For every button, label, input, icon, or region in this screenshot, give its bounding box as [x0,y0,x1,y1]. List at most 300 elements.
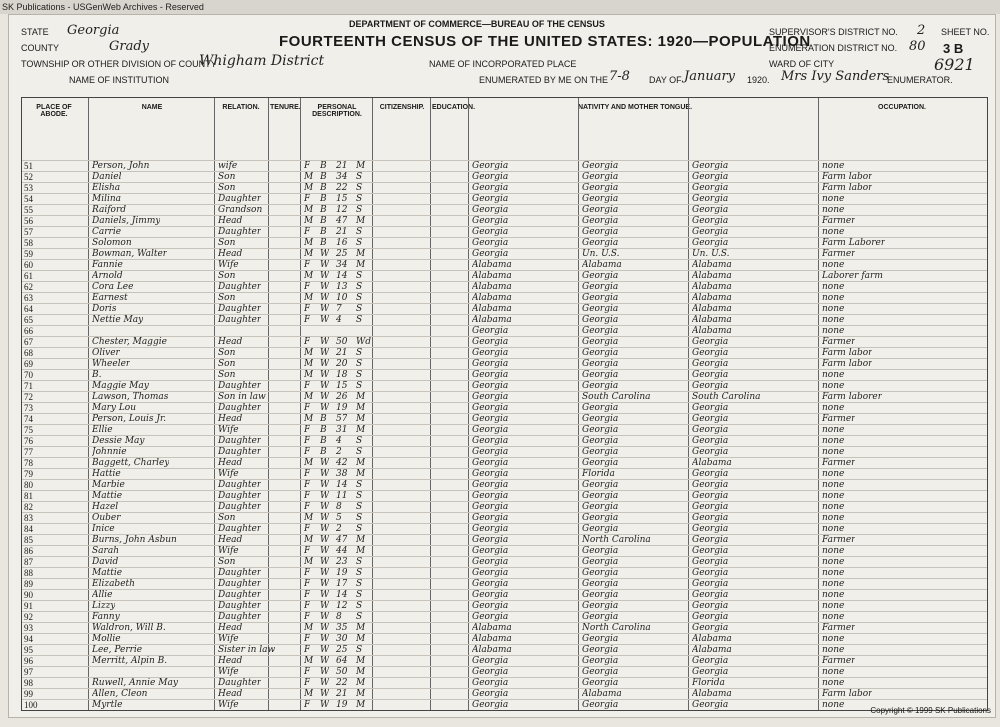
occupation: none [822,590,845,600]
col-relation: RELATION. [222,104,260,111]
relation: Son [218,513,236,523]
census-table [21,97,988,711]
father-birthplace: Georgia [582,348,619,358]
sex: F [304,161,311,171]
person-name: Ouber [92,513,121,523]
county-label: COUNTY [21,43,59,53]
race: W [320,502,330,512]
age: 44 [336,546,348,556]
mother-birthplace: South Carolina [692,392,761,402]
birthplace: Georgia [472,678,509,688]
race: W [320,689,330,699]
person-name: Ruwell, Annie May [92,678,178,688]
row-number: 87 [24,557,33,567]
enumerator-label: ENUMERATOR. [887,75,953,85]
race: W [320,590,330,600]
occupation: none [822,601,845,611]
occupation: none [822,491,845,501]
relation: Daughter [218,502,262,512]
age: 11 [336,491,348,501]
source-banner: SK Publications - USGenWeb Archives - Reserved [0,0,1000,14]
marital-status: M [356,469,366,479]
person-name: Mollie [92,634,121,644]
row-number: 100 [24,700,38,710]
person-name: Bowman, Walter [92,249,168,259]
birthplace: Georgia [472,194,509,204]
row-number: 73 [24,403,33,413]
father-birthplace: North Carolina [582,535,651,545]
mother-birthplace: Georgia [692,480,729,490]
column-headers [22,98,987,161]
month-value: January [684,69,736,84]
person-name: Milina [92,194,122,204]
father-birthplace: Georgia [582,447,619,457]
age: 23 [336,557,348,567]
relation: Son [218,557,236,567]
row-number: 58 [24,238,33,248]
relation: Son [218,172,236,182]
race: W [320,403,330,413]
birthplace: Georgia [472,425,509,435]
occupation: none [822,634,845,644]
race: W [320,315,330,325]
marital-status: S [356,590,363,600]
birthplace: Alabama [472,260,512,270]
occupation: none [822,502,845,512]
row-number: 64 [24,304,33,314]
birthplace: Georgia [472,557,509,567]
row-number: 93 [24,623,33,633]
birthplace: Georgia [472,612,509,622]
father-birthplace: Georgia [582,524,619,534]
sex: F [304,381,311,391]
occupation: none [822,315,845,325]
birthplace: Georgia [472,381,509,391]
relation: Daughter [218,678,262,688]
row-number: 55 [24,205,33,215]
race: W [320,634,330,644]
sex: M [304,535,314,545]
marital-status: M [356,634,366,644]
row-number: 98 [24,678,33,688]
father-birthplace: North Carolina [582,623,651,633]
mother-birthplace: Georgia [692,161,729,171]
occupation: none [822,436,845,446]
sheet-number-label: SHEET NO. [941,27,990,37]
relation: Daughter [218,227,262,237]
col-nativity: NATIVITY AND MOTHER TONGUE. [577,104,693,111]
age: 21 [336,161,348,171]
age: 57 [336,414,348,424]
relation: Daughter [218,579,262,589]
sex: M [304,183,314,193]
age: 15 [336,381,348,391]
birthplace: Georgia [472,689,509,699]
sex: M [304,359,314,369]
mother-birthplace: Georgia [692,502,729,512]
race: W [320,480,330,490]
mother-birthplace: Alabama [692,326,732,336]
birthplace: Alabama [472,271,512,281]
sex: F [304,315,311,325]
birthplace: Alabama [472,282,512,292]
father-birthplace: Georgia [582,700,619,710]
father-birthplace: Alabama [582,689,622,699]
marital-status: S [356,381,363,391]
marital-status: S [356,513,363,523]
sex: M [304,293,314,303]
row-number: 54 [24,194,33,204]
age: 35 [336,623,348,633]
race: B [320,183,327,193]
race: B [320,414,327,424]
sex: M [304,689,314,699]
person-name: Wheeler [92,359,131,369]
sex: F [304,667,311,677]
father-birthplace: Georgia [582,436,619,446]
sex: M [304,216,314,226]
mother-birthplace: Florida [692,678,725,688]
person-name: Daniels, Jimmy [92,216,161,226]
mother-birthplace: Georgia [692,403,729,413]
father-birthplace: Georgia [582,590,619,600]
occupation: Farmer [822,249,856,259]
relation: Daughter [218,436,262,446]
row-number: 59 [24,249,33,259]
copyright-notice: Copyright © 1999 SK Publications [870,706,991,715]
race: W [320,667,330,677]
race: B [320,194,327,204]
occupation: Farmer [822,337,856,347]
sex: F [304,425,311,435]
row-number: 66 [24,326,33,336]
mother-birthplace: Georgia [692,513,729,523]
birthplace: Georgia [472,447,509,457]
mother-birthplace: Georgia [692,381,729,391]
birthplace: Alabama [472,623,512,633]
race: W [320,392,330,402]
father-birthplace: Georgia [582,326,619,336]
race: W [320,535,330,545]
occupation: none [822,612,845,622]
mother-birthplace: Georgia [692,612,729,622]
father-birthplace: Georgia [582,656,619,666]
person-name: Earnest [92,293,128,303]
person-name: Fannie [92,260,123,270]
person-name: Cora Lee [92,282,134,292]
mother-birthplace: Georgia [692,348,729,358]
row-number: 69 [24,359,33,369]
father-birthplace: Georgia [582,293,619,303]
row-number: 72 [24,392,33,402]
sex: F [304,601,311,611]
race: W [320,359,330,369]
age: 64 [336,656,348,666]
age: 14 [336,271,348,281]
mother-birthplace: Georgia [692,590,729,600]
age: 4 [336,436,342,446]
row-number: 51 [24,161,33,171]
person-name: Dessie May [92,436,145,446]
age: 25 [336,645,348,655]
person-name: Allen, Cleon [92,689,148,699]
occupation: none [822,425,845,435]
age: 31 [336,425,348,435]
birthplace: Georgia [472,480,509,490]
person-name: Oliver [92,348,120,358]
birthplace: Georgia [472,370,509,380]
occupation: none [822,480,845,490]
mother-birthplace: Georgia [692,359,729,369]
marital-status: S [356,227,363,237]
sex: F [304,304,311,314]
race: B [320,238,327,248]
sex: F [304,491,311,501]
father-birthplace: Georgia [582,414,619,424]
sex: F [304,700,311,710]
birthplace: Alabama [472,304,512,314]
marital-status: M [356,458,366,468]
race: W [320,656,330,666]
sex: F [304,579,311,589]
incorporated-place-label: NAME OF INCORPORATED PLACE [429,59,577,69]
marital-status: S [356,238,363,248]
father-birthplace: Georgia [582,502,619,512]
relation: Head [218,656,243,666]
age: 19 [336,700,348,710]
mother-birthplace: Alabama [692,293,732,303]
relation: Head [218,623,243,633]
race: B [320,216,327,226]
age: 2 [336,524,342,534]
marital-status: S [356,359,363,369]
race: W [320,282,330,292]
occupation: Farmer [822,535,856,545]
mother-birthplace: Georgia [692,425,729,435]
sex: F [304,634,311,644]
father-birthplace: Georgia [582,271,619,281]
marital-status: M [356,689,366,699]
person-name: Mary Lou [92,403,137,413]
person-name: Fanny [92,612,120,622]
marital-status: S [356,271,363,281]
row-number: 60 [24,260,33,270]
occupation: none [822,194,845,204]
relation: Son [218,348,236,358]
father-birthplace: Florida [582,469,615,479]
person-name: Ellie [92,425,113,435]
person-name: Daniel [92,172,122,182]
father-birthplace: Georgia [582,337,619,347]
person-name: Waldron, Will B. [92,623,166,633]
race: W [320,260,330,270]
mother-birthplace: Alabama [692,458,732,468]
col-citizenship: CITIZENSHIP. [379,104,425,111]
age: 47 [336,535,348,545]
sheet-number-value: 3 B [943,41,964,56]
marital-status: S [356,645,363,655]
row-number: 90 [24,590,33,600]
enumerator-name: Mrs Ivy Sanders [781,69,890,84]
mother-birthplace: Georgia [692,667,729,677]
page-stamp: 6921 [934,55,975,74]
father-birthplace: Georgia [582,612,619,622]
occupation: none [822,381,845,391]
census-sheet [8,14,996,718]
birthplace: Georgia [472,502,509,512]
father-birthplace: Georgia [582,557,619,567]
row-number: 99 [24,689,33,699]
race: B [320,172,327,182]
age: 34 [336,172,348,182]
marital-status: Wd [356,337,372,347]
occupation: none [822,700,845,710]
marital-status: M [356,249,366,259]
mother-birthplace: Georgia [692,546,729,556]
occupation: none [822,678,845,688]
sex: M [304,205,314,215]
person-name: Hazel [92,502,119,512]
birthplace: Georgia [472,469,509,479]
census-title: FOURTEENTH CENSUS OF THE UNITED STATES: 1920—POPULATION [279,33,811,50]
sex: M [304,271,314,281]
mother-birthplace: Alabama [692,304,732,314]
mother-birthplace: Georgia [692,700,729,710]
supervisor-district-value: 2 [917,23,926,38]
father-birthplace: Georgia [582,678,619,688]
enumeration-date: 7-8 [609,69,630,84]
birthplace: Alabama [472,315,512,325]
department-heading: DEPARTMENT OF COMMERCE—BUREAU OF THE CENSUS [349,19,605,29]
birthplace: Georgia [472,491,509,501]
relation: Wife [218,469,239,479]
race: B [320,436,327,446]
occupation: none [822,568,845,578]
sex: F [304,194,311,204]
father-birthplace: Georgia [582,183,619,193]
relation: Daughter [218,447,262,457]
father-birthplace: Georgia [582,205,619,215]
row-number: 65 [24,315,33,325]
sex: F [304,447,311,457]
row-number: 97 [24,667,33,677]
marital-status: S [356,282,363,292]
occupation: none [822,513,845,523]
relation: Wife [218,425,239,435]
sex: F [304,436,311,446]
race: W [320,524,330,534]
race: B [320,205,327,215]
marital-status: M [356,414,366,424]
race: W [320,370,330,380]
relation: Daughter [218,612,262,622]
occupation: none [822,524,845,534]
sex: F [304,645,311,655]
mother-birthplace: Georgia [692,447,729,457]
sex: F [304,546,311,556]
mother-birthplace: Georgia [692,579,729,589]
marital-status: S [356,601,363,611]
supervisor-district-label: SUPERVISOR'S DISTRICT NO. [769,27,898,37]
marital-status: M [356,667,366,677]
mother-birthplace: Georgia [692,436,729,446]
col-tenure: TENURE. [270,104,301,111]
row-number: 79 [24,469,33,479]
marital-status: S [356,557,363,567]
age: 14 [336,590,348,600]
mother-birthplace: Georgia [692,491,729,501]
age: 12 [336,601,348,611]
occupation: none [822,667,845,677]
father-birthplace: Georgia [582,667,619,677]
race: W [320,458,330,468]
father-birthplace: Georgia [582,161,619,171]
relation: Daughter [218,590,262,600]
col-personal-description: PERSONAL DESCRIPTION. [312,104,362,118]
mother-birthplace: Georgia [692,238,729,248]
year-value: 1920. [747,75,770,85]
township-value: Whigham District [199,53,325,69]
occupation: Farm labor [822,348,873,358]
person-name: Sarah [92,546,119,556]
col-name: NAME [141,104,163,111]
person-name: Lizzy [92,601,116,611]
row-number: 52 [24,172,33,182]
sex: F [304,568,311,578]
relation: Wife [218,667,239,677]
age: 5 [336,513,342,523]
occupation: none [822,227,845,237]
marital-status: M [356,216,366,226]
marital-status: S [356,315,363,325]
father-birthplace: Georgia [582,634,619,644]
relation: Daughter [218,491,262,501]
person-name: Elisha [92,183,121,193]
mother-birthplace: Georgia [692,183,729,193]
occupation: none [822,370,845,380]
marital-status: M [356,425,366,435]
sex: F [304,282,311,292]
occupation: none [822,326,845,336]
birthplace: Georgia [472,700,509,710]
race: W [320,293,330,303]
race: B [320,425,327,435]
person-name: Lawson, Thomas [92,392,169,402]
age: 8 [336,502,342,512]
father-birthplace: Georgia [582,546,619,556]
row-number: 74 [24,414,33,424]
county-value: Grady [109,39,150,54]
mother-birthplace: Georgia [692,623,729,633]
marital-status: S [356,436,363,446]
person-name: Nettie May [92,315,144,325]
sex: F [304,227,311,237]
person-name: Elizabeth [92,579,135,589]
row-number: 63 [24,293,33,303]
occupation: Laborer farm [822,271,883,281]
person-name: Mattie [92,491,123,501]
row-number: 94 [24,634,33,644]
ward-label: WARD OF CITY [769,59,835,69]
birthplace: Georgia [472,227,509,237]
age: 34 [336,260,348,270]
race: W [320,623,330,633]
occupation: none [822,161,845,171]
relation: Son [218,370,236,380]
birthplace: Georgia [472,337,509,347]
relation: Wife [218,634,239,644]
race: W [320,546,330,556]
